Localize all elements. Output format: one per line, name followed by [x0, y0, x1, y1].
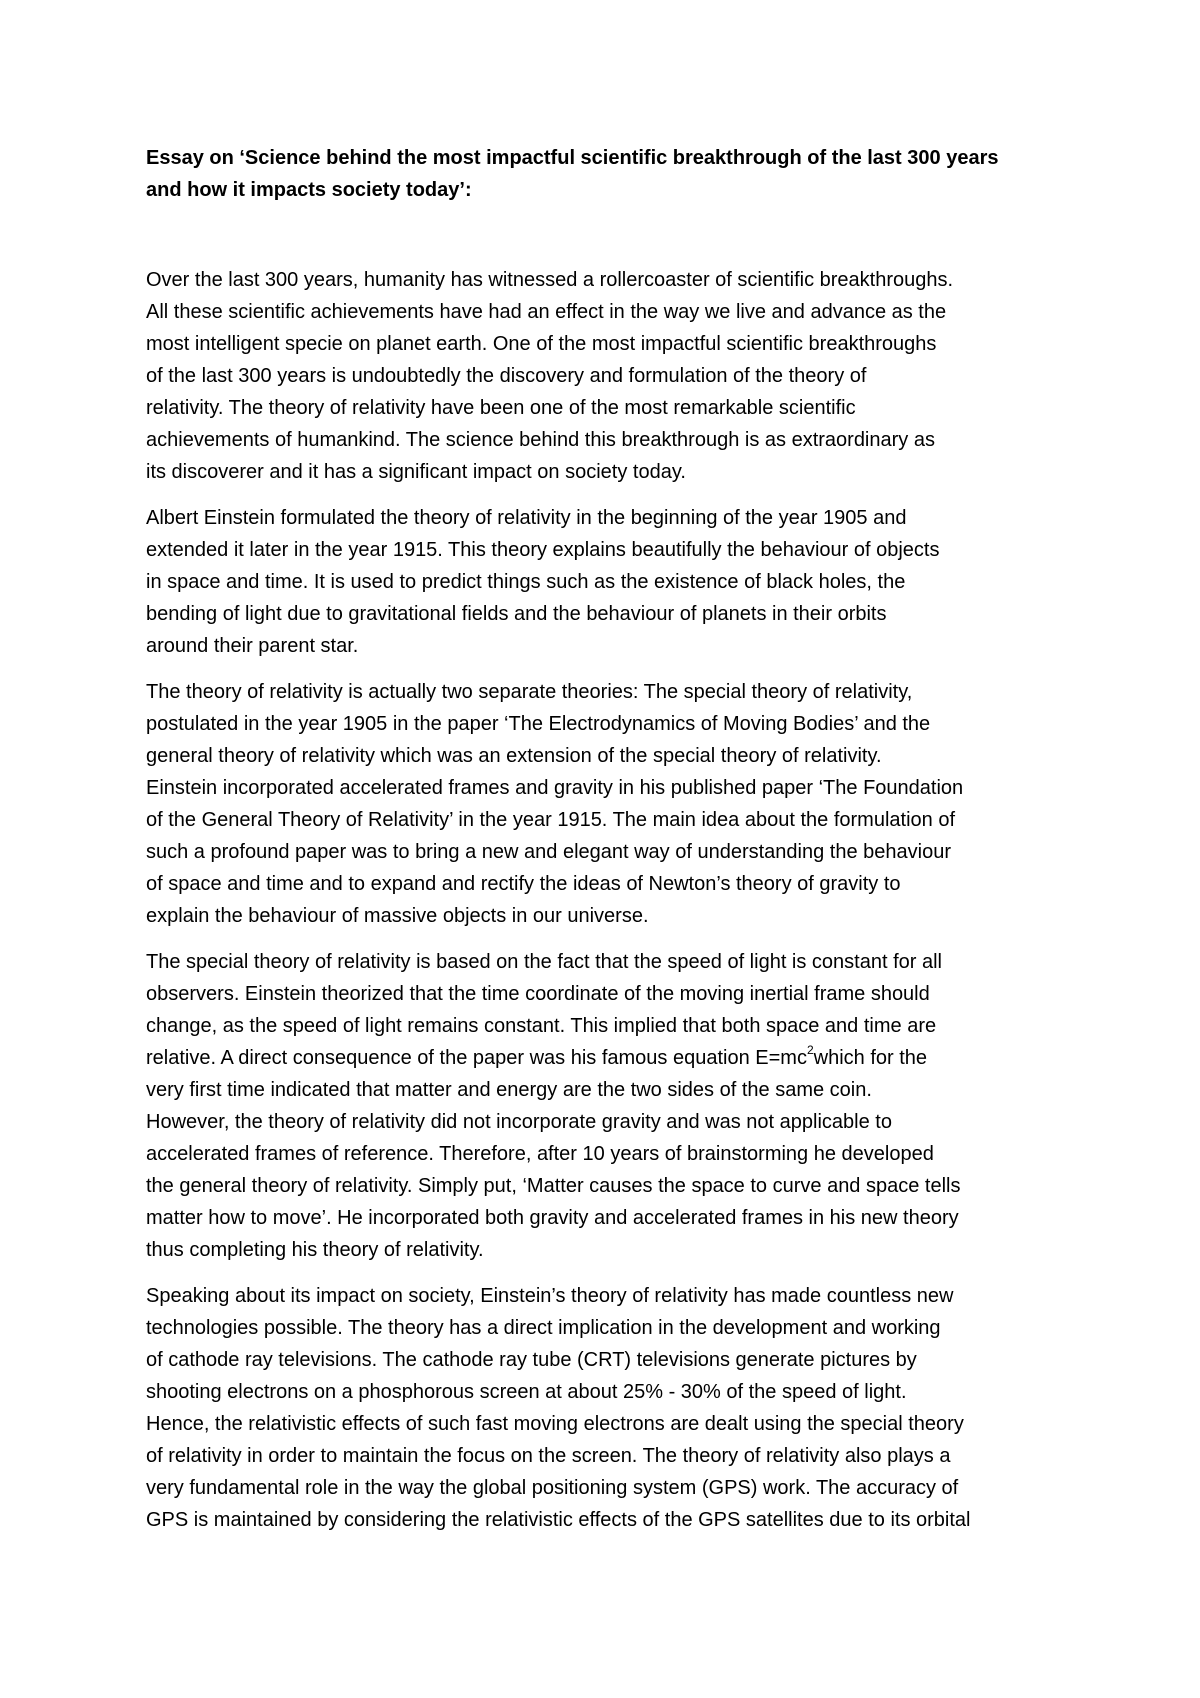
text-line: Hence, the relativistic effects of such fast moving electrons are dealt using the special theory [146, 1413, 964, 1435]
paragraph-einstein [146, 502, 1076, 662]
text-line: Speaking about its impact on society, Einstein’s theory of relativity has made countless new [146, 1285, 954, 1307]
text-line: The theory of relativity is actually two separate theories: The special theory of relativity, [146, 681, 913, 703]
text-line: of space and time and to expand and rectify the ideas of Newton’s theory of gravity to [146, 873, 901, 895]
text-line: observers. Einstein theorized that the time coordinate of the moving inertial frame should [146, 983, 930, 1005]
text-line: achievements of humankind. The science behind this breakthrough is as extraordinary as [146, 429, 935, 451]
text-line: However, the theory of relativity did not incorporate gravity and was not applicable to [146, 1111, 892, 1133]
text-line: matter how to move’. He incorporated both gravity and accelerated frames in his new theory [146, 1207, 959, 1229]
equation-text-after: which for the [813, 1047, 928, 1069]
text-line: very fundamental role in the way the global positioning system (GPS) work. The accuracy of [146, 1477, 959, 1499]
text-line: of the General Theory of Relativity’ in the year 1915. The main idea about the formulation of [146, 809, 955, 831]
text-line: the general theory of relativity. Simply put, ‘Matter causes the space to curve and space tells [146, 1175, 961, 1197]
text-line: thus completing his theory of relativity. [146, 1239, 484, 1261]
text-line: of the last 300 years is undoubtedly the discovery and formulation of the theory of [146, 365, 867, 387]
text-line: The special theory of relativity is based on the fact that the speed of light is constant for all [146, 951, 942, 973]
text-line: Albert Einstein formulated the theory of relativity in the beginning of the year 1905 and [146, 507, 907, 529]
text-line: of cathode ray televisions. The cathode ray tube (CRT) televisions generate pictures by [146, 1349, 917, 1371]
text-line: very first time indicated that matter and energy are the two sides of the same coin. [146, 1079, 872, 1101]
paragraph-intro [146, 264, 1076, 488]
paragraph-impact [146, 1280, 1076, 1536]
text-line: its discoverer and it has a significant impact on society today. [146, 461, 686, 483]
text-line: Einstein incorporated accelerated frames and gravity in his published paper ‘The Foundation [146, 777, 964, 799]
text-line: shooting electrons on a phosphorous screen at about 25% - 30% of the speed of light. [146, 1381, 907, 1403]
equation-text: relative. A direct consequence of the paper was his famous equation E=mc [146, 1047, 807, 1069]
title-line: and how it impacts society today’: [146, 179, 472, 201]
text-line: around their parent star. [146, 635, 359, 657]
text-line: such a profound paper was to bring a new and elegant way of understanding the behaviour [146, 841, 951, 863]
paragraph-two-theories [146, 676, 1076, 932]
essay-title [146, 142, 1076, 206]
superscript: 2 [806, 1043, 814, 1058]
essay-body [146, 142, 1076, 1550]
text-line: Over the last 300 years, humanity has witnessed a rollercoaster of scientific breakthroughs. [146, 269, 954, 291]
text-line: explain the behaviour of massive objects in our universe. [146, 905, 649, 927]
text-line: postulated in the year 1905 in the paper ‘The Electrodynamics of Moving Bodies’ and the [146, 713, 931, 735]
paragraph-special-theory [146, 946, 1076, 1266]
text-line: change, as the speed of light remains constant. This implied that both space and time are [146, 1015, 937, 1037]
text-line: technologies possible. The theory has a direct implication in the development and working [146, 1317, 941, 1339]
text-line: GPS is maintained by considering the relativistic effects of the GPS satellites due to its orbital [146, 1509, 971, 1531]
text-line: of relativity in order to maintain the focus on the screen. The theory of relativity also plays a [146, 1445, 951, 1467]
text-line: accelerated frames of reference. Therefore, after 10 years of brainstorming he developed [146, 1143, 934, 1165]
text-line: most intelligent specie on planet earth. One of the most impactful scientific breakthroughs [146, 333, 937, 355]
text-line: bending of light due to gravitational fields and the behaviour of planets in their orbits [146, 603, 887, 625]
text-line: relativity. The theory of relativity have been one of the most remarkable scientific [146, 397, 856, 419]
title-line: Essay on ‘Science behind the most impactful scientific breakthrough of the last 300 years [146, 147, 999, 169]
text-line: All these scientific achievements have had an effect in the way we live and advance as the [146, 301, 947, 323]
text-line: general theory of relativity which was an extension of the special theory of relativity. [146, 745, 882, 767]
equation-line [146, 1042, 1076, 1074]
text-line: in space and time. It is used to predict things such as the existence of black holes, the [146, 571, 906, 593]
text-line: extended it later in the year 1915. This theory explains beautifully the behaviour of objects [146, 539, 940, 561]
